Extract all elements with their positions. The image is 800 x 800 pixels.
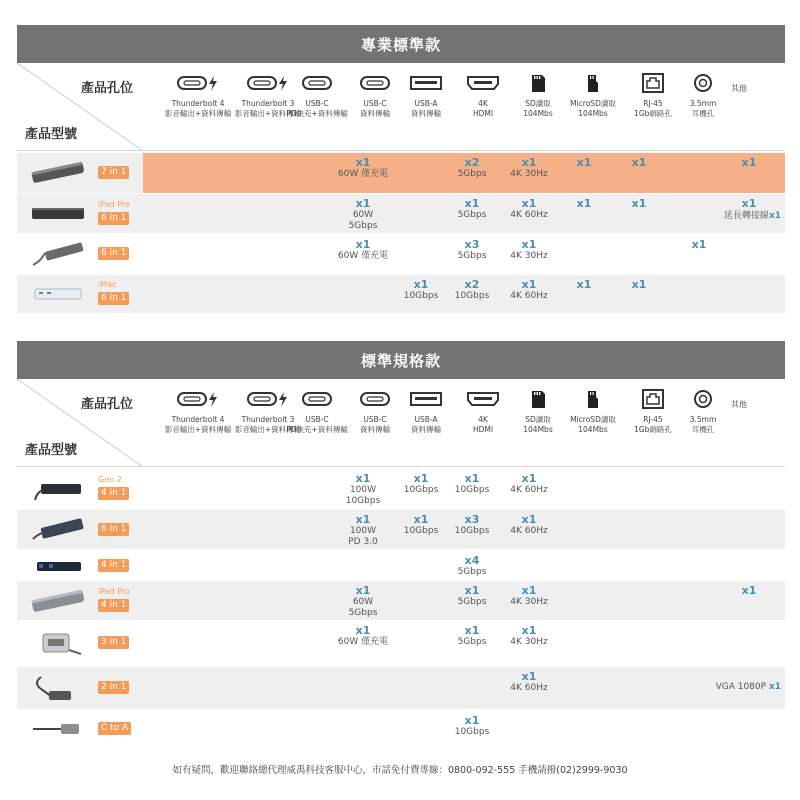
std-product-tag: 4 in 1 bbox=[98, 599, 129, 612]
pro-col-rj45-name: RJ-45 bbox=[643, 99, 663, 108]
port-spec: 5Gbps bbox=[348, 608, 378, 618]
pro-cell-hdmi bbox=[489, 238, 569, 262]
std-col-audio-name: 3.5mm bbox=[689, 415, 717, 424]
pro-product-subtitle: iMac bbox=[98, 280, 117, 289]
std-col-tb3-name: Thunderbolt 3 bbox=[241, 415, 295, 424]
pro-col-sd-name: SD讀取 bbox=[525, 99, 551, 108]
port-count: x1 bbox=[413, 472, 429, 485]
pro-col-audio-name: 3.5mm bbox=[689, 99, 717, 108]
port-spec: 10Gbps bbox=[403, 291, 439, 301]
std-cell-hdmi bbox=[489, 513, 569, 537]
std-col-tb4-name: Thunderbolt 4 bbox=[171, 415, 225, 424]
std-product-row bbox=[17, 510, 785, 549]
std-cell-usba bbox=[432, 714, 512, 738]
port-count: x2 bbox=[464, 278, 480, 291]
port-count: x1 bbox=[464, 624, 480, 637]
std-col-tb4-desc: 影音輸出+資料傳輸 bbox=[164, 425, 232, 434]
port-spec: 60W bbox=[352, 210, 374, 220]
pro-other-label: 其他 bbox=[731, 84, 747, 93]
std-cell-hdmi bbox=[489, 624, 569, 648]
port-count: x1 bbox=[464, 472, 480, 485]
pro-model-label: 產品型號 bbox=[25, 127, 78, 142]
std-col-tb3-desc: 影音輸出+資料傳輸 bbox=[234, 425, 302, 434]
std-col-msd-desc: 104Mbs bbox=[578, 425, 608, 434]
product-photo bbox=[27, 586, 89, 616]
std-cell-usbc_pd bbox=[323, 584, 403, 619]
pro-product-row bbox=[17, 275, 785, 313]
port-spec: 5Gbps bbox=[457, 637, 487, 647]
std-header-row bbox=[17, 379, 785, 467]
std-other-label: 其他 bbox=[731, 400, 747, 409]
port-count: x1 bbox=[355, 624, 371, 637]
std-section bbox=[17, 341, 785, 737]
port-count: x1 bbox=[521, 624, 537, 637]
product-photo bbox=[27, 515, 89, 545]
port-count: x2 bbox=[464, 156, 480, 169]
audio-port-icon bbox=[692, 67, 714, 99]
port-spec: 4K 30Hz bbox=[510, 637, 548, 647]
pro-cell-msd bbox=[599, 278, 679, 291]
port-spec: 10Gbps bbox=[403, 526, 439, 536]
port-spec: 60W bbox=[352, 597, 374, 607]
std-product-tag: 4 in 1 bbox=[98, 559, 129, 572]
port-spec: 10Gbps bbox=[454, 485, 490, 495]
port-spec: 4K 60Hz bbox=[510, 526, 548, 536]
pro-section bbox=[17, 25, 785, 303]
port-spec: PD 3.0 bbox=[348, 537, 378, 547]
pro-cell-rj45 bbox=[659, 238, 739, 251]
product-photo bbox=[27, 199, 89, 229]
port-spec: 10Gbps bbox=[454, 727, 490, 737]
port-count: x4 bbox=[464, 554, 480, 567]
std-col-usbc_pd-desc: PD快充+資料傳輸 bbox=[286, 425, 348, 434]
pro-col-tb4-desc: 影音輸出+資料傳輸 bbox=[164, 109, 232, 118]
port-spec: 5Gbps bbox=[457, 169, 487, 179]
std-section-title: 標準規格款 bbox=[17, 341, 785, 379]
port-count: x1 bbox=[631, 156, 647, 169]
port-spec: 4K 60Hz bbox=[510, 210, 548, 220]
port-count: x1 bbox=[576, 197, 592, 210]
port-count: x1 bbox=[576, 156, 592, 169]
pro-product-tag: 7 in 1 bbox=[98, 166, 129, 179]
port-spec: 60W 僅充電 bbox=[337, 251, 389, 261]
std-extra-accessory: VGA 1080P x1 bbox=[715, 682, 781, 692]
port-count: x1 bbox=[413, 278, 429, 291]
std-cell-audio bbox=[709, 584, 789, 597]
pro-cell-msd bbox=[599, 156, 679, 169]
port-count: x1 bbox=[521, 584, 537, 597]
port-spec: 4K 60Hz bbox=[510, 485, 548, 495]
footer-contact: 如有疑問，歡迎聯絡總代理威禹科技客服中心，市話免付費專線：0800-092-555 手機請撥(02)2999-9030 bbox=[172, 765, 628, 776]
pro-cell-audio bbox=[709, 156, 789, 169]
std-col-audio-desc: 耳機孔 bbox=[691, 425, 715, 434]
pro-col-usbc-name: USB-C bbox=[363, 99, 387, 108]
pro-product-row bbox=[17, 235, 785, 273]
std-product-subtitle: Gen 2 bbox=[98, 475, 122, 484]
std-product-tag: C to A bbox=[98, 722, 131, 735]
port-count: x1 bbox=[521, 278, 537, 291]
pro-col-usbc_pd-desc: PD快充+資料傳輸 bbox=[286, 109, 348, 118]
std-col-usbc_pd-name: USB-C bbox=[305, 415, 329, 424]
msd-port-icon bbox=[583, 67, 603, 99]
product-photo bbox=[27, 628, 89, 658]
pro-cell-usbc_pd bbox=[323, 238, 403, 262]
pro-header-row bbox=[17, 63, 785, 151]
std-port-label: 產品孔位 bbox=[81, 397, 134, 412]
std-col-usba-desc: 資料傳輸 bbox=[411, 425, 441, 434]
product-photo bbox=[27, 158, 89, 188]
std-col-sd-desc: 104Mbs bbox=[523, 425, 553, 434]
std-col-sd-name: SD讀取 bbox=[525, 415, 551, 424]
pro-col-usbc_pd-name: USB-C bbox=[305, 99, 329, 108]
std-col-rj45-desc: 1Gb網路孔 bbox=[634, 425, 672, 434]
std-product-row bbox=[17, 711, 785, 747]
std-product-tag: 2 in 1 bbox=[98, 681, 129, 694]
std-cell-hdmi bbox=[489, 584, 569, 608]
pro-product-row bbox=[17, 194, 785, 233]
pro-col-tb3-name: Thunderbolt 3 bbox=[241, 99, 295, 108]
pro-product-tag: 6 in 1 bbox=[98, 292, 129, 305]
product-photo bbox=[27, 551, 89, 581]
msd-port-icon bbox=[583, 383, 603, 415]
port-spec: 10Gbps bbox=[454, 526, 490, 536]
std-col-hdmi-desc: HDMI bbox=[472, 425, 494, 434]
product-photo bbox=[27, 474, 89, 504]
product-photo bbox=[27, 239, 89, 269]
product-photo bbox=[27, 279, 89, 309]
std-product-row bbox=[17, 667, 785, 709]
std-product-row bbox=[17, 621, 785, 665]
tb4-port-icon bbox=[176, 383, 220, 415]
port-count: x1 bbox=[691, 238, 707, 251]
port-spec: 10Gbps bbox=[403, 485, 439, 495]
pro-col-hdmi-name: 4K bbox=[478, 99, 488, 108]
port-spec: 5Gbps bbox=[457, 597, 487, 607]
port-spec: 5Gbps bbox=[457, 210, 487, 220]
port-count: x1 bbox=[355, 156, 371, 169]
std-col-usbc-desc: 資料傳輸 bbox=[360, 425, 390, 434]
port-count: x1 bbox=[355, 513, 371, 526]
port-count: x1 bbox=[355, 584, 371, 597]
pro-product-row bbox=[17, 153, 785, 193]
pro-col-msd-desc: 104Mbs bbox=[578, 109, 608, 118]
pro-product-tag: 6 in 1 bbox=[98, 212, 129, 225]
pro-col-audio-desc: 耳機孔 bbox=[691, 109, 715, 118]
pro-cell-usbc_pd bbox=[323, 197, 403, 232]
port-count: x1 bbox=[355, 197, 371, 210]
port-count: x1 bbox=[464, 584, 480, 597]
port-count: x3 bbox=[464, 513, 480, 526]
port-spec: 5Gbps bbox=[348, 221, 378, 231]
product-photo bbox=[27, 673, 89, 703]
std-col-usbc-name: USB-C bbox=[363, 415, 387, 424]
port-spec: 5Gbps bbox=[457, 567, 487, 577]
port-spec: 4K 60Hz bbox=[510, 291, 548, 301]
sd-port-icon bbox=[528, 383, 548, 415]
port-spec: 4K 60Hz bbox=[510, 683, 548, 693]
std-product-row bbox=[17, 551, 785, 581]
port-count: x1 bbox=[521, 513, 537, 526]
pro-col-usba-name: USB-A bbox=[414, 99, 438, 108]
pro-section-title: 專業標準款 bbox=[17, 25, 785, 63]
port-spec: 60W 僅充電 bbox=[337, 637, 389, 647]
port-count: x1 bbox=[631, 197, 647, 210]
pro-col-tb4-name: Thunderbolt 4 bbox=[171, 99, 225, 108]
pro-extra-accessory: 延長轉接線x1 bbox=[723, 210, 781, 221]
pro-col-sd-desc: 104Mbs bbox=[523, 109, 553, 118]
port-count: x1 bbox=[464, 714, 480, 727]
port-spec: 5Gbps bbox=[457, 251, 487, 261]
port-spec: 100W bbox=[349, 526, 377, 536]
port-spec: 10Gbps bbox=[345, 496, 381, 506]
port-count: x1 bbox=[521, 156, 537, 169]
port-count: x1 bbox=[521, 670, 537, 683]
sd-port-icon bbox=[528, 67, 548, 99]
port-count: x1 bbox=[631, 278, 647, 291]
pro-product-tag: 6 in 1 bbox=[98, 247, 129, 260]
std-col-rj45-name: RJ-45 bbox=[643, 415, 663, 424]
port-count: x1 bbox=[576, 278, 592, 291]
std-col-hdmi-name: 4K bbox=[478, 415, 488, 424]
std-cell-hdmi bbox=[489, 472, 569, 496]
std-cell-hdmi bbox=[489, 670, 569, 694]
port-spec: 60W 僅充電 bbox=[337, 169, 389, 179]
pro-col-usba-desc: 資料傳輸 bbox=[411, 109, 441, 118]
pro-cell-msd bbox=[599, 197, 679, 210]
port-count: x3 bbox=[464, 238, 480, 251]
pro-product-subtitle: iPad Pro bbox=[98, 199, 130, 209]
std-cell-usbc_pd bbox=[323, 624, 403, 648]
port-count: x1 bbox=[741, 156, 757, 169]
port-count: x1 bbox=[741, 197, 757, 210]
port-spec: 10Gbps bbox=[454, 291, 490, 301]
tb4-port-icon bbox=[176, 67, 220, 99]
std-product-row bbox=[17, 581, 785, 620]
std-model-label: 產品型號 bbox=[25, 443, 78, 458]
port-count: x1 bbox=[355, 472, 371, 485]
std-product-subtitle: iPad Pro bbox=[98, 586, 130, 596]
pro-port-label: 產品孔位 bbox=[81, 81, 134, 96]
port-count: x1 bbox=[464, 197, 480, 210]
pro-col-usbc-desc: 資料傳輸 bbox=[360, 109, 390, 118]
port-count: x1 bbox=[521, 197, 537, 210]
port-spec: 4K 30Hz bbox=[510, 597, 548, 607]
pro-col-msd-name: MicroSD讀取 bbox=[570, 99, 616, 108]
product-photo bbox=[27, 714, 89, 744]
pro-col-rj45-desc: 1Gb網路孔 bbox=[634, 109, 672, 118]
std-cell-usba bbox=[432, 554, 512, 578]
std-product-tag: 6 in 1 bbox=[98, 523, 129, 536]
std-col-msd-name: MicroSD讀取 bbox=[570, 415, 616, 424]
pro-cell-usbc_pd bbox=[323, 156, 403, 180]
port-count: x1 bbox=[521, 238, 537, 251]
audio-port-icon bbox=[692, 383, 714, 415]
port-spec: 4K 30Hz bbox=[510, 169, 548, 179]
port-spec: 4K 30Hz bbox=[510, 251, 548, 261]
port-count: x1 bbox=[355, 238, 371, 251]
std-product-tag: 3 in 1 bbox=[98, 636, 129, 649]
pro-col-tb3-desc: 影音輸出+資料傳輸 bbox=[234, 109, 302, 118]
port-count: x1 bbox=[741, 584, 757, 597]
std-product-row bbox=[17, 469, 785, 509]
pro-col-hdmi-desc: HDMI bbox=[472, 109, 494, 118]
std-product-tag: 4 in 1 bbox=[98, 487, 129, 500]
port-count: x1 bbox=[413, 513, 429, 526]
std-col-usba-name: USB-A bbox=[414, 415, 438, 424]
port-spec: 100W bbox=[349, 485, 377, 495]
port-count: x1 bbox=[521, 472, 537, 485]
